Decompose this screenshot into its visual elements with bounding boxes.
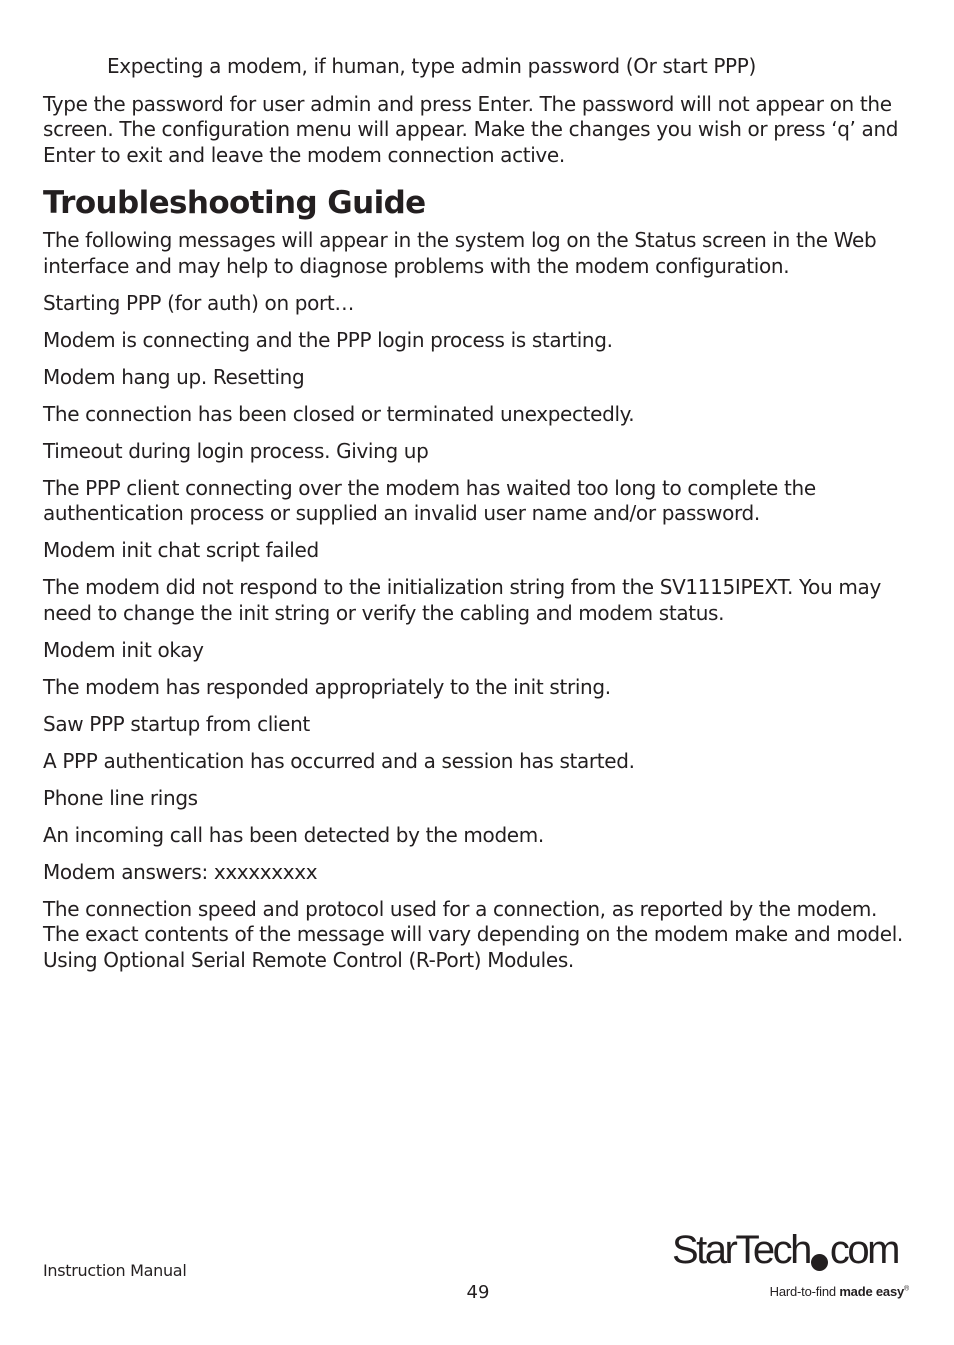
password-instructions: Type the password for user admin and press Enter. The password will not appear on the screen. The configuration menu will appear. Make the changes you wish or press ‘q’ and Enter to exit and leave the modem connection active. xyxy=(43,91,899,167)
log-description: A PPP authentication has occurred and a session has started. xyxy=(43,748,635,773)
log-description: Modem is connecting and the PPP login process is starting. xyxy=(43,327,613,352)
log-description: The connection has been closed or terminated unexpectedly. xyxy=(43,401,635,426)
log-message: Phone line rings xyxy=(43,785,198,810)
log-description: An incoming call has been detected by the modem. xyxy=(43,822,544,847)
log-message: Modem hang up. Resetting xyxy=(43,364,305,389)
brand-logo xyxy=(664,1228,914,1304)
tagline-regular: Hard-to-find xyxy=(769,1284,840,1299)
log-message: Saw PPP startup from client xyxy=(43,711,310,736)
section-heading: Troubleshooting Guide xyxy=(43,185,426,221)
page-content xyxy=(43,54,915,985)
registered-mark: ® xyxy=(904,1285,909,1293)
section-intro: The following messages will appear in the system log on the Status screen in the Web interface and may help to diagnose problems with the modem configuration. xyxy=(43,228,877,278)
log-message: Modem init okay xyxy=(43,637,204,662)
log-description: The connection speed and protocol used for a connection, as reported by the modem. The exact contents of the message will vary depending on the modem make and model. Using Optional Serial Remote Control (R-Port) Modules. xyxy=(43,896,903,972)
log-description: The PPP client connecting over the modem has waited too long to complete the authentication process or supplied an invalid user name and/or password. xyxy=(43,475,816,525)
log-message: Timeout during login process. Giving up xyxy=(43,438,429,463)
brand-wordmark xyxy=(672,1228,898,1273)
brand-dot-icon xyxy=(811,1254,828,1271)
tagline-bold: made easy xyxy=(839,1284,905,1299)
brand-tagline xyxy=(770,1284,909,1299)
brand-wordmark-suffix: com xyxy=(829,1228,898,1272)
modem-prompt-text: Expecting a modem, if human, type admin password (Or start PPP) xyxy=(107,54,756,78)
log-message: Starting PPP (for auth) on port… xyxy=(43,290,355,315)
log-description: The modem did not respond to the initialization string from the SV1115IPEXT. You may need to change the init string or verify the cabling and modem status. xyxy=(43,575,881,625)
footer-label: Instruction Manual xyxy=(43,1261,187,1280)
page-number: 49 xyxy=(466,1282,490,1303)
log-description: The modem has responded appropriately to the init string. xyxy=(43,674,611,699)
log-message: Modem init chat script failed xyxy=(43,538,319,562)
brand-wordmark-main: StarTech xyxy=(672,1228,810,1272)
log-message: Modem answers: xxxxxxxxx xyxy=(43,859,318,884)
